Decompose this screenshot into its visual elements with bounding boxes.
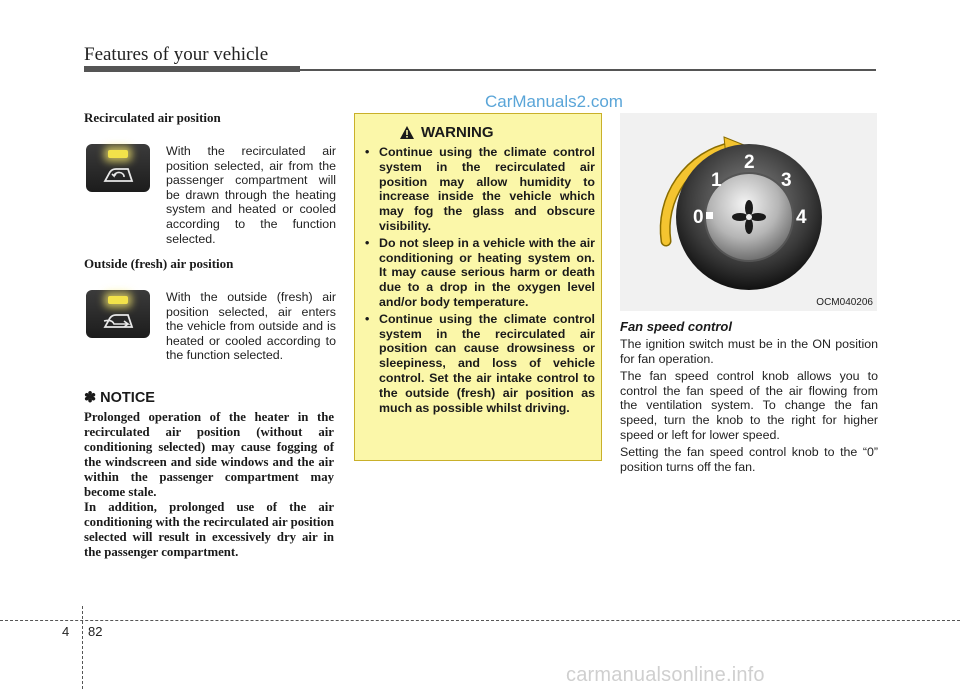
- recirculated-text: With the recirculated air position selected, air from the passenger compartment will be drawn through the heating system and heated or cooled according to the function selected.: [166, 144, 336, 246]
- dial-label-2: 2: [744, 152, 755, 173]
- footer-rule: [0, 620, 960, 621]
- warning-triangle-icon: [399, 125, 415, 140]
- page-header-title: Features of your vehicle: [84, 44, 269, 65]
- fan-paragraph-2: The fan speed control knob allows you to control the fan speed of the air flowing from the ventilation system. To change the fan speed, turn the knob to the right for higher speed or left for lower speed.: [620, 369, 878, 442]
- dial-label-3: 3: [781, 170, 792, 191]
- page-number: 82: [88, 624, 103, 639]
- warning-item: • Do not sleep in a vehicle with the air conditioning or heating system on. It may cause serious harm or death due to a drop in the oxygen level and/or body temperature.: [363, 236, 595, 310]
- notice-paragraph-1: Prolonged operation of the heater in the recirculated air position (without air conditioning selected) may cause fogging of the windscreen and side windows and the air within the passenger compartment may become stale.: [84, 410, 334, 499]
- outside-air-icon: [86, 290, 150, 338]
- outside-text: With the outside (fresh) air position selected, air enters the vehicle from outside and is heated or cooled according to the function selected.: [166, 290, 336, 363]
- watermark-top: CarManuals2.com: [485, 92, 623, 111]
- header-rule-thin: [300, 69, 876, 71]
- dial-label-0: 0: [693, 207, 704, 228]
- dial-label-4: 4: [796, 207, 807, 228]
- warning-header: [399, 124, 595, 141]
- warning-title: WARNING: [421, 124, 494, 141]
- dial-label-1: 1: [711, 170, 722, 191]
- figure-reference: OCM040206: [816, 297, 873, 308]
- car-fresh-air-icon: [102, 310, 136, 332]
- recirculated-section: [84, 126, 334, 256]
- outside-section: [84, 272, 334, 384]
- watermark-bottom: carmanualsonline.info: [566, 664, 765, 686]
- header-rule-thick: [84, 66, 300, 72]
- warning-box: [354, 113, 602, 461]
- fan-paragraph-1: The ignition switch must be in the ON position for fan operation.: [620, 337, 878, 366]
- recirculated-heading: Recirculated air position: [84, 110, 221, 125]
- fan-dial-illustration: [620, 113, 877, 311]
- right-column: [620, 113, 878, 474]
- recirculated-air-icon: [86, 144, 150, 192]
- warning-list: [363, 145, 595, 415]
- fan-dial-graphic: [620, 113, 877, 311]
- car-recirculate-icon: [102, 164, 136, 186]
- notice-heading: ✽ NOTICE: [84, 390, 155, 406]
- notice-paragraph-2: In addition, prolonged use of the air conditioning with the recirculated air position selected will result in excessively dry air in the passenger compartment.: [84, 500, 334, 559]
- footer-divider: [82, 606, 83, 689]
- indicator-lamp-icon: [108, 150, 128, 158]
- outside-heading: Outside (fresh) air position: [84, 256, 234, 271]
- notice-body: [84, 410, 334, 560]
- indicator-lamp-icon: [108, 296, 128, 304]
- chapter-number: 4: [62, 624, 70, 639]
- warning-item: • Continue using the climate control system in the recirculated air position may allow humidity to increase inside the vehicle which may fog the glass and obscure visibility.: [363, 145, 595, 234]
- fan-paragraph-3: Setting the fan speed control knob to the “0” position turns off the fan.: [620, 445, 878, 474]
- left-column: [84, 110, 334, 560]
- fan-speed-heading: Fan speed control: [620, 319, 732, 334]
- warning-item: • Continue using the climate control system in the recirculated air position can cause drowsiness or sleepiness, and loss of vehicle control. Set the air intake control to the outside (fresh) air position as much as possible whilst driving.: [363, 312, 595, 416]
